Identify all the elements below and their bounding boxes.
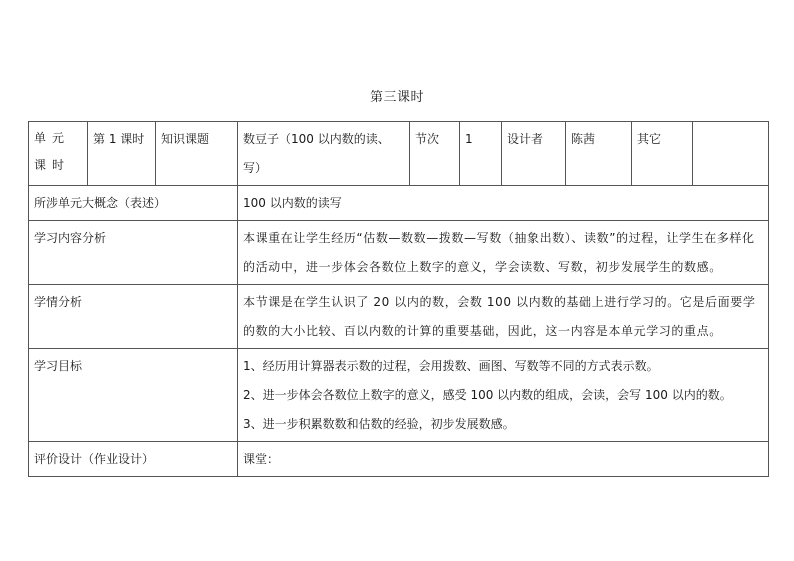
row-label: 所涉单元大概念（表述） [29,186,238,221]
designer-value-cell: 陈茜 [566,122,632,186]
page-title: 第三课时 [369,90,424,105]
row-content [238,186,769,221]
lesson-number-cell: 第 1 课时 [88,122,156,186]
goal-item: 3、进一步积累数数和估数的经验，初步发展数感。 [243,417,515,431]
row-content [238,442,769,477]
row-label: 评价设计（作业设计） [29,442,238,477]
row-content [238,349,769,442]
lesson-plan-table [28,121,769,477]
other-value-cell [693,122,769,186]
designer-label-cell: 设计者 [502,122,566,186]
other-label-cell: 其它 [632,122,693,186]
header-row [29,122,769,186]
row-text: 课堂： [243,452,280,466]
row-label: 学习内容分析 [29,221,238,285]
section-value-cell: 1 [460,122,502,186]
row-text: 本节课是在学生认识了 20 以内的数，会数 100 以内数的基础上进行学习的。它是后面要学的数的大小比较、百以内数的计算的重要基础，因此，这一内容是本单元学习的重点。 [243,295,756,338]
content-analysis-row [29,221,769,285]
student-analysis-row [29,285,769,349]
row-label: 学习目标 [29,349,238,442]
row-content [238,285,769,349]
row-text: 本课重在让学生经历“估数—数数—拨数—写数（抽象出数）、读数”的过程，让学生在多样化的活动中，进一步体会各数位上数字的意义，学会读数、写数，初步发展学生的数感。 [243,231,755,274]
learning-goals-row [29,349,769,442]
unit-label-cell: 单元课时 [29,122,88,186]
row-label: 学情分析 [29,285,238,349]
row-content [238,221,769,285]
row-text: 100 以内数的读写 [243,196,342,210]
unit-concept-row [29,186,769,221]
topic-value-cell: 数豆子（100 以内数的读、写） [238,122,410,186]
goal-item: 1、经历用计算器表示数的过程，会用拨数、画图、写数等不同的方式表示数。 [243,359,659,373]
evaluation-row [29,442,769,477]
goal-item: 2、进一步体会各数位上数字的意义，感受 100 以内数的组成，会读，会写 100 以内的数。 [243,388,732,402]
section-label-cell: 节次 [410,122,460,186]
topic-label-cell: 知识课题 [156,122,238,186]
